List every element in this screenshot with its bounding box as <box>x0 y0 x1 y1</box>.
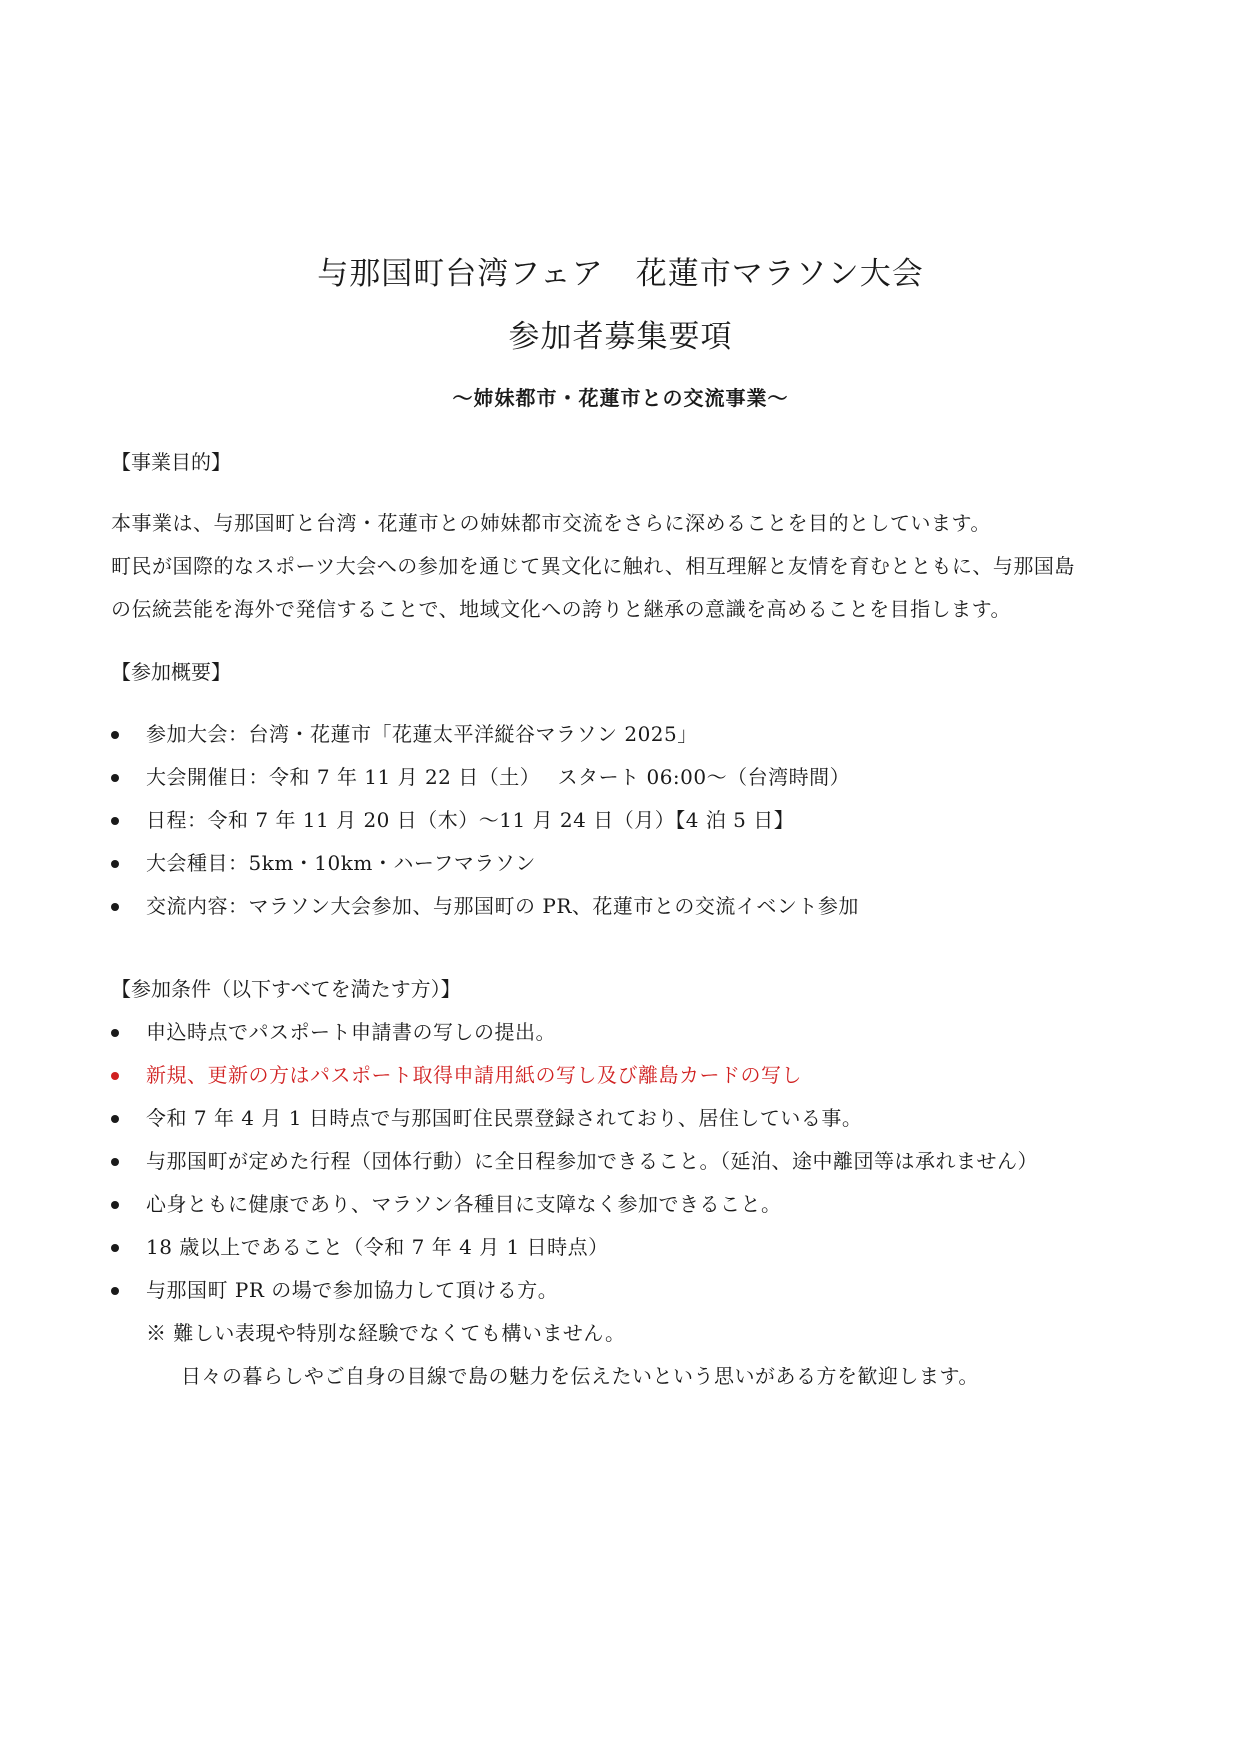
condition-item-text-highlighted: 新規、更新の方はパスポート取得申請用紙の写し及び離島カードの写し <box>146 1063 802 1087</box>
overview-item-text: 交流内容：マラソン大会参加、与那国町の PR、花蓮市との交流イベント参加 <box>146 894 859 918</box>
overview-item-text: 大会開催日：令和 7 年 11 月 22 日（土） スタート 06:00〜（台湾時間） <box>146 765 851 789</box>
purpose-heading: 【事業目的】 <box>111 450 231 474</box>
bullet-icon <box>111 860 119 868</box>
page-title-line1: 与那国町台湾フェア 花蓮市マラソン大会 <box>317 256 924 292</box>
note-line-1: ※ 難しい表現や特別な経験でなくても構いません。 <box>146 1321 626 1345</box>
page-subtitle: 〜姉妹都市・花蓮市との交流事業〜 <box>452 386 789 410</box>
bullet-icon <box>111 1072 119 1080</box>
bullet-icon <box>111 1244 119 1252</box>
overview-item-text: 大会種目：5km・10km・ハーフマラソン <box>146 851 536 875</box>
bullet-icon <box>111 1287 119 1295</box>
condition-item-text: 令和 7 年 4 月 1 日時点で与那国町住民票登録されており、居住している事。 <box>146 1106 863 1130</box>
overview-item-text: 参加大会：台湾・花蓮市「花蓮太平洋縦谷マラソン 2025」 <box>146 722 698 746</box>
overview-heading: 【参加概要】 <box>111 660 231 684</box>
bullet-icon <box>111 774 119 782</box>
purpose-line-3: の伝統芸能を海外で発信することで、地域文化への誇りと継承の意識を高めることを目指します。 <box>111 597 1011 621</box>
overview-item-text: 日程：令和 7 年 11 月 20 日（木）〜11 月 24 日（月）【4 泊 5 日】 <box>146 808 795 832</box>
bullet-icon <box>111 1029 119 1037</box>
purpose-line-1: 本事業は、与那国町と台湾・花蓮市との姉妹都市交流をさらに深めることを目的としています。 <box>111 511 991 535</box>
page-title-line2: 参加者募集要項 <box>508 319 733 355</box>
note-line-2: 日々の暮らしやご自身の目線で島の魅力を伝えたいという思いがある方を歓迎します。 <box>181 1364 979 1388</box>
bullet-icon <box>111 903 119 911</box>
bullet-icon <box>111 1158 119 1166</box>
condition-item-text: 与那国町 PR の場で参加協力して頂ける方。 <box>146 1278 559 1302</box>
condition-item-text: 申込時点でパスポート申請書の写しの提出。 <box>146 1020 556 1044</box>
bullet-icon <box>111 1201 119 1209</box>
condition-item-text: 与那国町が定めた行程（団体行動）に全日程参加できること。（延泊、途中離団等は承れません） <box>146 1149 1038 1173</box>
purpose-line-2: 町民が国際的なスポーツ大会への参加を通じて異文化に触れ、相互理解と友情を育むとともに、与那国島 <box>111 554 1075 578</box>
bullet-icon <box>111 817 119 825</box>
condition-item-text: 心身ともに健康であり、マラソン各種目に支障なく参加できること。 <box>146 1192 782 1216</box>
conditions-heading: 【参加条件（以下すべてを満たす方）】 <box>111 977 461 1001</box>
bullet-icon <box>111 731 119 739</box>
condition-item-text: 18 歳以上であること（令和 7 年 4 月 1 日時点） <box>146 1235 609 1259</box>
bullet-icon <box>111 1115 119 1123</box>
